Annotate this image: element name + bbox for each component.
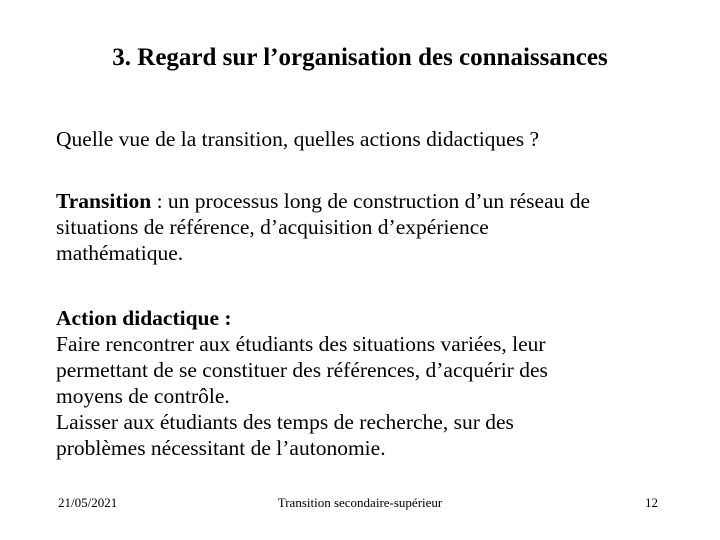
transition-line-1-text: : un processus long de construction d’un réseau de	[151, 189, 591, 213]
transition-line-1	[56, 188, 676, 214]
slide-title: 3. Regard sur l’organisation des connaissances	[112, 44, 608, 71]
footer-title: Transition secondaire-supérieur	[277, 495, 443, 510]
footer-page-number: 12	[645, 495, 658, 510]
transition-paragraph	[56, 188, 676, 266]
action-line-2: permettant de se constituer des références, d’acquérir des	[56, 358, 548, 382]
transition-label: Transition	[56, 189, 152, 213]
action-label: Action didactique :	[56, 306, 232, 330]
action-line-4: Laisser aux étudiants des temps de recherche, sur des	[56, 410, 514, 434]
action-line-3: moyens de contrôle.	[56, 384, 230, 408]
transition-line-3: mathématique.	[56, 241, 184, 265]
action-paragraph	[56, 305, 676, 461]
transition-line-2: situations de référence, d’acquisition d’expérience	[56, 215, 489, 239]
footer-date: 21/05/2021	[58, 495, 118, 510]
action-line-5: problèmes nécessitant de l’autonomie.	[56, 436, 386, 460]
question-text: Quelle vue de la transition, quelles actions didactiques ?	[56, 127, 540, 151]
action-line-1: Faire rencontrer aux étudiants des situations variées, leur	[56, 332, 546, 356]
